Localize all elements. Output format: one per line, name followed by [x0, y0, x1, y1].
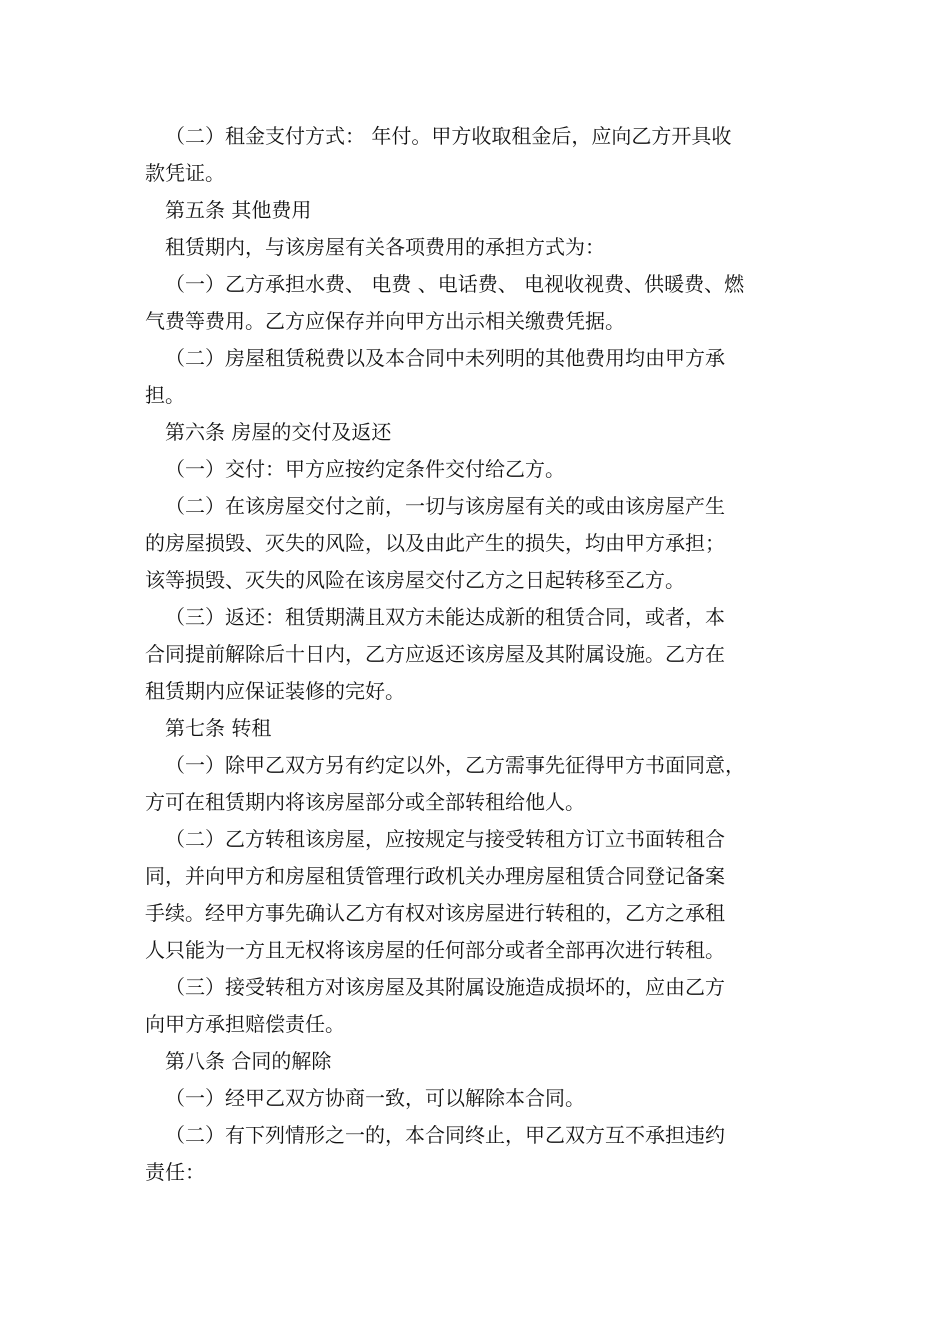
paragraph-line-rent-payment-cont: 款凭证。 [145, 161, 225, 185]
paragraph-line-delivery-2: （二）在该房屋交付之前，一切与该房屋有关的或由该房屋产生 [165, 494, 725, 518]
paragraph-line-fees-2-cont: 担。 [145, 383, 185, 407]
paragraph-line-sublease-2: （二）乙方转租该房屋，应按规定与接受转租方订立书面转租合 [165, 827, 725, 851]
paragraph-line-fees-1: （一）乙方承担水费、 电费 、电话费、 电视收视费、供暖费、燃 [165, 272, 745, 296]
paragraph-line-sublease-1-cont: 方可在租赁期内将该房屋部分或全部转租给他人。 [145, 790, 585, 814]
paragraph-line-delivery-3: （三）返还：租赁期满且双方未能达成新的租赁合同，或者，本 [165, 605, 725, 629]
paragraph-line-sublease-2-cont-a: 同，并向甲方和房屋租赁管理行政机关办理房屋租赁合同登记备案 [145, 864, 725, 888]
article-6-heading: 第六条 房屋的交付及返还 [165, 420, 392, 444]
paragraph-line-sublease-3: （三）接受转租方对该房屋及其附属设施造成损坏的，应由乙方 [165, 975, 725, 999]
paragraph-line-sublease-2-cont-c: 人只能为一方且无权将该房屋的任何部分或者全部再次进行转租。 [145, 938, 725, 962]
paragraph-line-termination-2-cont: 责任： [145, 1160, 205, 1184]
paragraph-line-fees-intro: 租赁期内，与该房屋有关各项费用的承担方式为： [165, 235, 605, 259]
paragraph-line-delivery-3-cont-b: 租赁期内应保证装修的完好。 [145, 679, 405, 703]
document-body [145, 118, 810, 1191]
paragraph-line-delivery-2-cont-b: 该等损毁、灭失的风险在该房屋交付乙方之日起转移至乙方。 [145, 568, 685, 592]
article-8-heading: 第八条 合同的解除 [165, 1049, 332, 1073]
paragraph-line-delivery-2-cont-a: 的房屋损毁、灭失的风险，以及由此产生的损失，均由甲方承担； [145, 531, 725, 555]
paragraph-line-sublease-2-cont-b: 手续。经甲方事先确认乙方有权对该房屋进行转租的，乙方之承租 [145, 901, 725, 925]
paragraph-line-termination-1: （一）经甲乙双方协商一致，可以解除本合同。 [165, 1086, 585, 1110]
paragraph-line-termination-2: （二）有下列情形之一的，本合同终止，甲乙双方互不承担违约 [165, 1123, 725, 1147]
article-7-heading: 第七条 转租 [165, 716, 272, 740]
paragraph-line-fees-2: （二）房屋租赁税费以及本合同中未列明的其他费用均由甲方承 [165, 346, 725, 370]
paragraph-line-sublease-3-cont: 向甲方承担赔偿责任。 [145, 1012, 345, 1036]
paragraph-line-delivery-3-cont-a: 合同提前解除后十日内，乙方应返还该房屋及其附属设施。乙方在 [145, 642, 725, 666]
paragraph-line-fees-1-cont: 气费等费用。乙方应保存并向甲方出示相关缴费凭据。 [145, 309, 625, 333]
paragraph-line-delivery-1: （一）交付：甲方应按约定条件交付给乙方。 [165, 457, 565, 481]
article-5-heading: 第五条 其他费用 [165, 198, 312, 222]
paragraph-line-sublease-1: （一）除甲乙双方另有约定以外，乙方需事先征得甲方书面同意， [165, 753, 745, 777]
paragraph-line-rent-payment: （二）租金支付方式： 年付。甲方收取租金后，应向乙方开具收 [165, 124, 732, 148]
